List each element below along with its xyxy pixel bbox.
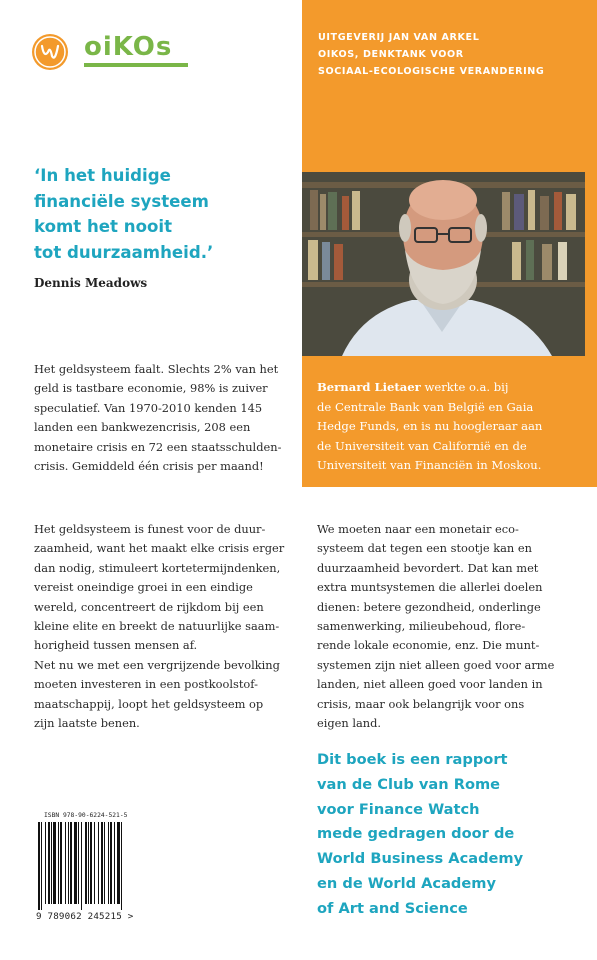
quote-line: ‘In het huidige (34, 166, 171, 185)
text-line: horigheid tussen mensen af. (34, 638, 198, 653)
bio-line: werkte o.a. bij (420, 380, 509, 394)
text-line: vereist oneindige groei in een eindige (34, 580, 253, 595)
text-line: crisis, maar ook belangrijk voor ons (317, 696, 525, 711)
quote-line: financiële systeem (34, 191, 209, 211)
text-line: monetaire crisis en 72 een staatsschulden- (34, 439, 282, 454)
barcode-bar (117, 822, 120, 904)
text-line: zaamheid, want het maakt elke crisis erger (34, 541, 285, 556)
text-line: dan nodig, stimuleert kortetermijndenken, (34, 560, 281, 575)
bio-line: Universiteit van Financiën in Moskou. (317, 458, 542, 473)
text-line: landen een bankwezencrisis, 208 een (34, 420, 251, 435)
barcode-digits: 9 789062 245215 > (36, 911, 134, 922)
author-bio (317, 378, 589, 476)
isbn-barcode (36, 812, 144, 928)
club-line: en de World Academy (317, 874, 496, 892)
text-line: samenwerking, milieubehoud, flore- (317, 619, 526, 634)
club-line: van de Club van Rome (317, 775, 501, 793)
text-line: zijn laatste benen. (34, 716, 140, 731)
oikos-logo (84, 34, 192, 70)
publisher-logo-icon (30, 32, 70, 72)
barcode-bar (98, 822, 99, 904)
quote-author: Dennis Meadows (34, 276, 148, 290)
text-line: extra muntsystemen die allerlei doelen (317, 580, 543, 595)
barcode-bar (94, 822, 95, 904)
text-line: maatschappij, loopt het geldsysteem op (34, 696, 264, 711)
text-line: wereld, concentreert de rijkdom bij een (34, 599, 264, 614)
text-line: dienen: betere gezondheid, onderlinge (317, 599, 541, 614)
bio-line: de Centrale Bank van België en Gaia (317, 399, 534, 414)
isbn-label: ISBN 978-90-6224-521-5 (44, 812, 128, 819)
barcode-bar (51, 822, 52, 904)
text-line: Het geldsysteem faalt. Slechts 2% van het (34, 362, 279, 376)
barcode-bar (38, 822, 40, 910)
barcode-bar (53, 822, 56, 904)
barcode-bar (78, 822, 79, 904)
barcode-bar (58, 822, 59, 904)
bio-line: de Universiteit van Californië en de (317, 438, 527, 453)
text-line: Het geldsysteem is funest voor de duur- (34, 522, 266, 536)
club-line: of Art and Science (317, 899, 468, 917)
text-line: kleine elite en breekt de natuurlijke saam- (34, 619, 280, 634)
barcode-bar (65, 822, 66, 904)
text-line: moeten investeren in een postkoolstof- (34, 677, 258, 692)
text-line: We moeten naar een monetair eco- (317, 522, 519, 536)
text-line: systeem dat tegen een stootje kan en (317, 541, 532, 556)
barcode-bar (110, 822, 112, 904)
quote (34, 163, 284, 265)
text-line: duurzaamheid bevordert. Dat kan met (317, 560, 539, 575)
barcode-bar (108, 822, 109, 904)
left-paragraph-2 (34, 520, 284, 733)
club-line: World Business Academy (317, 850, 524, 868)
publisher-logo (30, 32, 70, 72)
text-line: geld is tastbare economie, 98% is zuiver (34, 381, 268, 396)
barcode-bar (85, 822, 87, 904)
barcode-bar (104, 822, 105, 904)
text-line: crisis. Gemiddeld één crisis per maand! (34, 459, 264, 474)
text-line: rende lokale economie, enz. Die munt- (317, 638, 540, 653)
barcode-bar (45, 822, 46, 904)
barcode-bar (121, 822, 122, 910)
barcode-bar (101, 822, 103, 904)
barcode-bar (81, 822, 82, 910)
author-photo (302, 172, 585, 356)
right-paragraph-1 (317, 520, 554, 733)
publisher-line: OIKOS, DENKTANK VOOR (318, 49, 464, 60)
text-line: landen, niet alleen goed voor landen in (317, 677, 543, 692)
quote-line: komt het nooit (34, 217, 173, 236)
barcode-bar (60, 822, 62, 904)
barcode-bar (88, 822, 89, 904)
quote-line: tot duurzaamheid.’ (34, 242, 214, 262)
club-line: voor Finance Watch (317, 800, 480, 818)
club-line: Dit boek is een rapport (317, 751, 508, 768)
left-paragraph-1 (34, 360, 281, 476)
publisher-info (318, 29, 588, 80)
text-line: speculatief. Van 1970-2010 kenden 145 (34, 400, 263, 415)
text-line: eigen land. (317, 716, 382, 731)
barcode-bar (41, 822, 42, 910)
barcode-bar (90, 822, 92, 904)
oikos-logo-text: oiKOs (84, 32, 173, 62)
barcode-bar (74, 822, 77, 904)
text-line: Net nu we met een vergrijzende bevolking (34, 657, 280, 672)
text-line: systemen zijn niet alleen goed voor arme (317, 657, 555, 672)
publisher-line: UITGEVERIJ JAN VAN ARKEL (318, 32, 480, 43)
publisher-line: SOCIAAL-ECOLOGISCHE VERANDERING (318, 66, 545, 77)
barcode-icon (36, 822, 142, 910)
barcode-bar (48, 822, 50, 904)
barcode-bar (68, 822, 69, 904)
bio-line: Hedge Funds, en is nu hoogleraar aan (317, 419, 543, 434)
club-of-rome-statement (317, 748, 592, 922)
barcode-bar (114, 822, 115, 904)
club-line: mede gedragen door de (317, 825, 515, 843)
oikos-logo-strip (84, 63, 188, 67)
barcode-bar (70, 822, 72, 904)
author-portrait-image (302, 172, 585, 356)
author-name: Bernard Lietaer (317, 380, 421, 394)
